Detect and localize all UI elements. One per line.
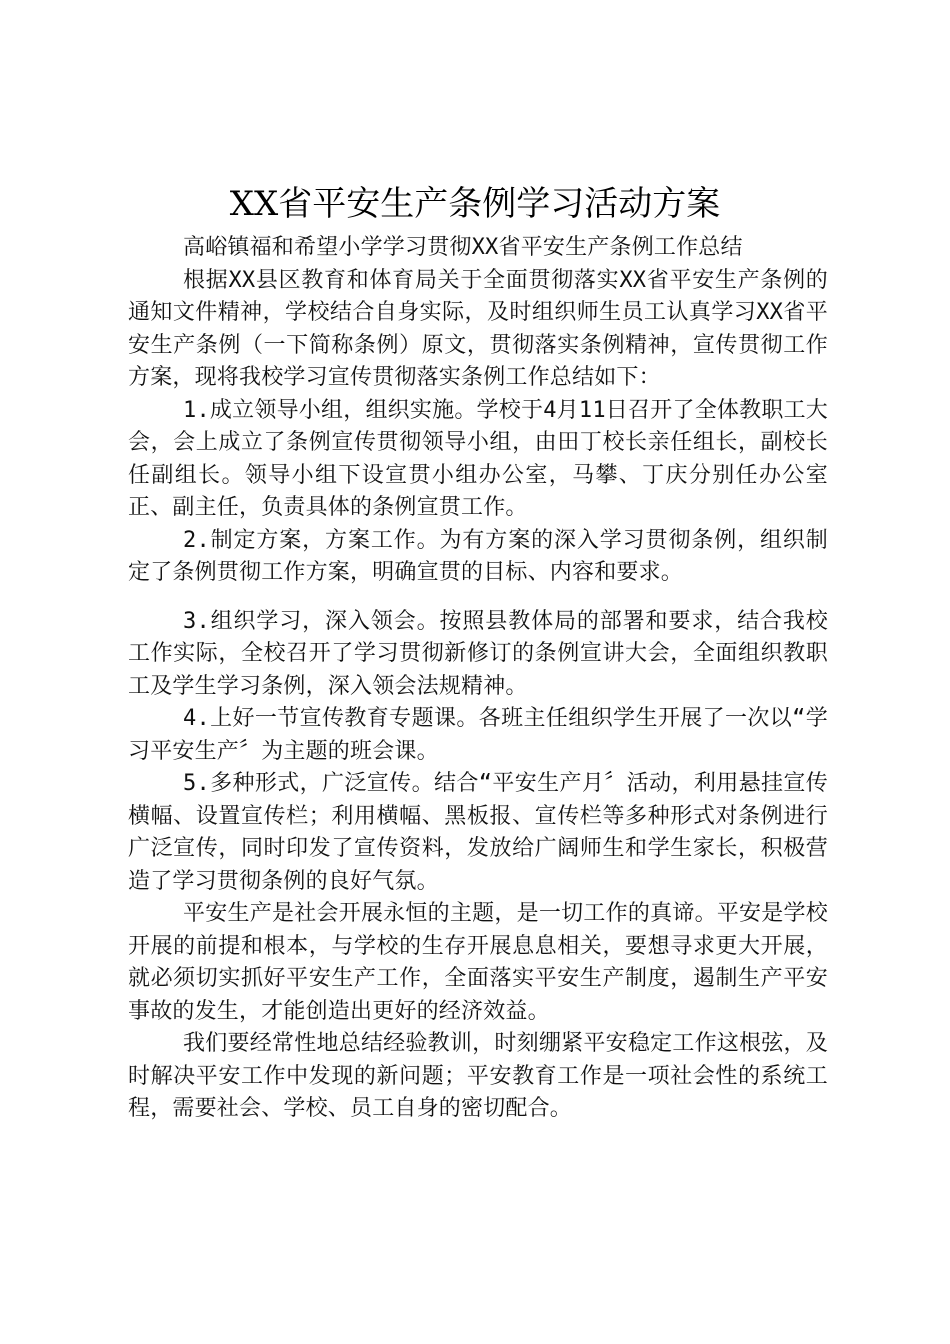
paragraph-item-3: 3.组织学习，深入领会。按照县教体局的部署和要求，结合我校工作实际，全校召开了学习贯彻新修订的条例宣讲大会，全面组织教职工及学生学习条例，深入领会法规精神。 bbox=[128, 608, 828, 699]
paragraph-heading: 高峪镇福和希望小学学习贯彻XX省平安生产条例工作总结 bbox=[183, 235, 743, 260]
paragraph-intro: 根据XX县区教育和体育局关于全面贯彻落实XX省平安生产条例的通知文件精神，学校结合自身实际，及时组织师生员工认真学习XX省平安生产条例（一下简称条例）原文，贯彻落实条例精神，宣传贯彻工作方案，现将我校学习宣传贯彻落实条例工作总结如下： bbox=[128, 267, 828, 390]
document-body bbox=[128, 232, 828, 1126]
paragraph-conclusion-2: 我们要经常性地总结经验教训，时刻绷紧平安稳定工作这根弦，及时解决平安工作中发现的新问题；平安教育工作是一项社会性的系统工程，需要社会、学校、员工自身的密切配合。 bbox=[128, 1031, 828, 1121]
paragraph-conclusion-1: 平安生产是社会开展永恒的主题，是一切工作的真谛。平安是学校开展的前提和根本，与学校的生存开展息息相关，要想寻求更大开展，就必须切实抓好平安生产工作，全面落实平安生产制度，遏制生产平安事故的发生，才能创造出更好的经济效益。 bbox=[128, 901, 828, 1024]
document-title: XX省平安生产条例学习活动方案 bbox=[229, 184, 721, 224]
paragraph-item-2: 2.制定方案，方案工作。为有方案的深入学习贯彻条例，组织制定了条例贯彻工作方案，明确宣贯的目标、内容和要求。 bbox=[128, 527, 828, 585]
paragraph-item-1: 1.成立领导小组，组织实施。学校于4月11日召开了全体教职工大会，会上成立了条例宣传贯彻领导小组，由田丁校长亲任组长，副校长任副组长。领导小组下设宣贯小组办公室，马攀、丁庆分别任办公室正、副主任，负责具体的条例宣贯工作。 bbox=[128, 397, 828, 520]
paragraph-item-5: 5.多种形式，广泛宣传。结合“平安生产月〞活动，利用悬挂宣传横幅、设置宣传栏；利用横幅、黑板报、宣传栏等多种形式对条例进行广泛宣传，同时印发了宣传资料，发放给广阔师生和学生家长，积极营造了学习贯彻条例的良好气氛。 bbox=[128, 771, 828, 894]
paragraph-item-4: 4.上好一节宣传教育专题课。各班主任组织学生开展了一次以“学习平安生产〞为主题的班会课。 bbox=[128, 706, 828, 764]
